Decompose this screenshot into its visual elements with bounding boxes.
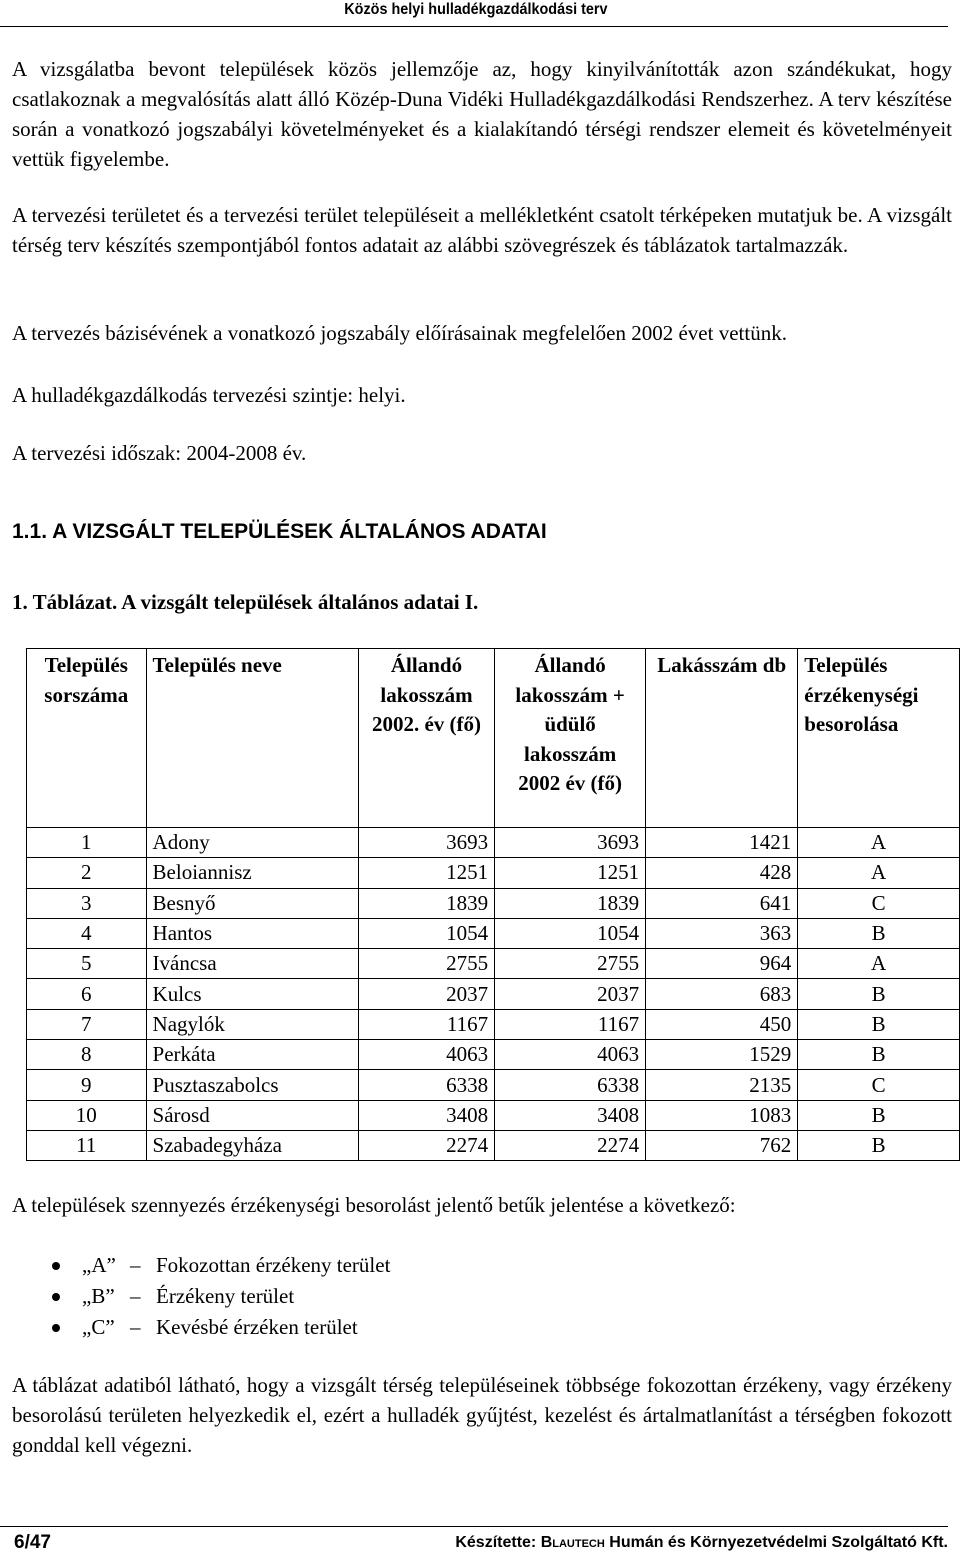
cell-total-population: 1839	[495, 888, 646, 918]
cell-population: 1251	[358, 858, 494, 888]
page-header	[0, 0, 948, 27]
table-row	[27, 1130, 960, 1160]
cell-population: 4063	[358, 1040, 494, 1070]
cell-dwellings: 641	[646, 888, 798, 918]
cell-total-population: 2274	[495, 1130, 646, 1160]
legend-code: „C”	[82, 1315, 115, 1339]
header-permanent-population: Állandó lakosszám 2002. év (fő)	[358, 649, 494, 828]
cell-dwellings: 1421	[646, 828, 798, 858]
legend-item	[52, 1312, 390, 1343]
cell-class: B	[798, 1009, 960, 1039]
legend-dash: –	[130, 1253, 141, 1277]
legend-text: Kevésbé érzéken terület	[156, 1315, 358, 1339]
cell-total-population: 1251	[495, 858, 646, 888]
paragraph-conclusion: A táblázat adatiból látható, hogy a vizsgált térség településeinek többsége fokozottan érzékeny, vagy érzékeny besorolású területen helyezkedik el, ezért a hulladék gyűjtést, kezelést és ártalmatlanítást a térségben fokozott gonddal kell végezni.	[12, 1373, 952, 1457]
legend-item	[52, 1250, 390, 1281]
header-settlement-name: Település neve	[146, 649, 358, 828]
cell-total-population: 3693	[495, 828, 646, 858]
cell-name: Nagylók	[146, 1009, 358, 1039]
bullet-icon	[52, 1262, 60, 1270]
table-row	[27, 858, 960, 888]
cell-number: 5	[27, 949, 147, 979]
cell-name: Hantos	[146, 918, 358, 948]
cell-name: Pusztaszabolcs	[146, 1070, 358, 1100]
cell-dwellings: 964	[646, 949, 798, 979]
table-row	[27, 1070, 960, 1100]
table-row	[27, 828, 960, 858]
cell-total-population: 3408	[495, 1100, 646, 1130]
cell-name: Iváncsa	[146, 949, 358, 979]
bullet-icon	[52, 1293, 60, 1301]
table-row	[27, 1040, 960, 1070]
cell-population: 1839	[358, 888, 494, 918]
cell-class: A	[798, 858, 960, 888]
cell-total-population: 4063	[495, 1040, 646, 1070]
table-row	[27, 1009, 960, 1039]
table-row	[27, 918, 960, 948]
cell-name: Szabadegyháza	[146, 1130, 358, 1160]
sensitivity-legend	[52, 1250, 390, 1343]
cell-dwellings: 683	[646, 979, 798, 1009]
cell-class: A	[798, 828, 960, 858]
legend-code: „A”	[82, 1253, 116, 1277]
cell-name: Sárosd	[146, 1100, 358, 1130]
cell-number: 7	[27, 1009, 147, 1039]
section-title: A VIZSGÁLT TELEPÜLÉSEK ÁLTALÁNOS ADATAI	[52, 520, 547, 543]
cell-population: 2037	[358, 979, 494, 1009]
cell-number: 6	[27, 979, 147, 1009]
legend-code: „B”	[82, 1284, 115, 1308]
bullet-icon	[52, 1324, 60, 1332]
cell-number: 4	[27, 918, 147, 948]
credit-prefix: Készítette:	[455, 1534, 541, 1551]
table-row	[27, 979, 960, 1009]
header-total-population: Állandó lakosszám + üdülő lakosszám 2002 év (fő)	[495, 649, 646, 828]
paragraph-planning-level: A hulladékgazdálkodás tervezési szintje: helyi.	[12, 383, 406, 407]
header-sensitivity-class: Település érzékenységi besorolása	[798, 649, 960, 828]
legend-dash: –	[130, 1315, 141, 1339]
cell-class: A	[798, 949, 960, 979]
cell-class: B	[798, 1130, 960, 1160]
cell-class: B	[798, 1040, 960, 1070]
legend-item	[52, 1281, 390, 1312]
cell-total-population: 2037	[495, 979, 646, 1009]
cell-population: 1167	[358, 1009, 494, 1039]
cell-name: Besnyő	[146, 888, 358, 918]
section-number: 1.1.	[12, 520, 48, 543]
cell-class: B	[798, 1100, 960, 1130]
section-heading	[12, 520, 547, 544]
cell-number: 3	[27, 888, 147, 918]
cell-dwellings: 1083	[646, 1100, 798, 1130]
table-row	[27, 949, 960, 979]
credit-suffix: Humán és Környezetvédelmi Szolgáltató Kft.	[604, 1534, 948, 1551]
cell-number: 2	[27, 858, 147, 888]
cell-dwellings: 762	[646, 1130, 798, 1160]
cell-dwellings: 363	[646, 918, 798, 948]
header-title: Közös helyi hulladékgazdálkodási terv	[344, 1, 608, 18]
cell-dwellings: 450	[646, 1009, 798, 1039]
cell-class: C	[798, 1070, 960, 1100]
cell-number: 1	[27, 828, 147, 858]
paragraph-intro: A vizsgálatba bevont települések közös jellemzője az, hogy kinyilvánították azon szándékukat, hogy csatlakoznak a megvalósítás alatt álló Közép-Duna Vidéki Hulladékgazdálkodási Rendszerhez. A terv készítése során a vonatkozó jogszabályi követelményeket és a kialakítandó térségi rendszer elemeit és követelményeit vettük figyelembe.	[12, 57, 952, 171]
table-row	[27, 888, 960, 918]
cell-name: Kulcs	[146, 979, 358, 1009]
paragraph-base-year: A tervezés bázisévének a vonatkozó jogszabály előírásainak megfelelően 2002 évet vettünk.	[12, 321, 787, 345]
table-header-row	[27, 649, 960, 828]
cell-population: 1054	[358, 918, 494, 948]
cell-class: B	[798, 918, 960, 948]
table-caption: 1. Táblázat. A vizsgált települések általános adatai I.	[12, 590, 479, 614]
cell-total-population: 1054	[495, 918, 646, 948]
cell-name: Perkáta	[146, 1040, 358, 1070]
cell-population: 6338	[358, 1070, 494, 1100]
legend-text: Fokozottan érzékeny terület	[156, 1253, 391, 1277]
cell-number: 8	[27, 1040, 147, 1070]
header-settlement-number: Település sorszáma	[27, 649, 147, 828]
cell-dwellings: 2135	[646, 1070, 798, 1100]
cell-total-population: 6338	[495, 1070, 646, 1100]
header-dwellings: Lakásszám db	[646, 649, 798, 828]
cell-name: Beloiannisz	[146, 858, 358, 888]
cell-population: 3693	[358, 828, 494, 858]
cell-name: Adony	[146, 828, 358, 858]
cell-dwellings: 428	[646, 858, 798, 888]
paragraph-planning-period: A tervezési időszak: 2004-2008 év.	[12, 441, 307, 465]
legend-dash: –	[130, 1284, 141, 1308]
cell-total-population: 2755	[495, 949, 646, 979]
cell-population: 3408	[358, 1100, 494, 1130]
cell-total-population: 1167	[495, 1009, 646, 1039]
cell-dwellings: 1529	[646, 1040, 798, 1070]
page-footer	[0, 1526, 948, 1559]
cell-class: C	[798, 888, 960, 918]
cell-population: 2755	[358, 949, 494, 979]
cell-population: 2274	[358, 1130, 494, 1160]
credit-company: Blautech	[540, 1534, 605, 1551]
page-number: 6/47	[14, 1532, 51, 1553]
table-row	[27, 1100, 960, 1130]
footer-credit	[455, 1534, 948, 1552]
cell-class: B	[798, 979, 960, 1009]
cell-number: 11	[27, 1130, 147, 1160]
legend-text: Érzékeny terület	[156, 1284, 295, 1308]
legend-intro: A települések szennyezés érzékenységi besorolást jelentő betűk jelentése a következő:	[12, 1193, 736, 1217]
settlements-table	[26, 648, 960, 1161]
paragraph-area: A tervezési területet és a tervezési terület településeit a mellékletként csatolt térképeken mutatjuk be. A vizsgált térség terv készítés szempontjából fontos adatait az alábbi szövegrészek és táblázatok tartalmazzák.	[12, 203, 952, 257]
cell-number: 10	[27, 1100, 147, 1130]
cell-number: 9	[27, 1070, 147, 1100]
